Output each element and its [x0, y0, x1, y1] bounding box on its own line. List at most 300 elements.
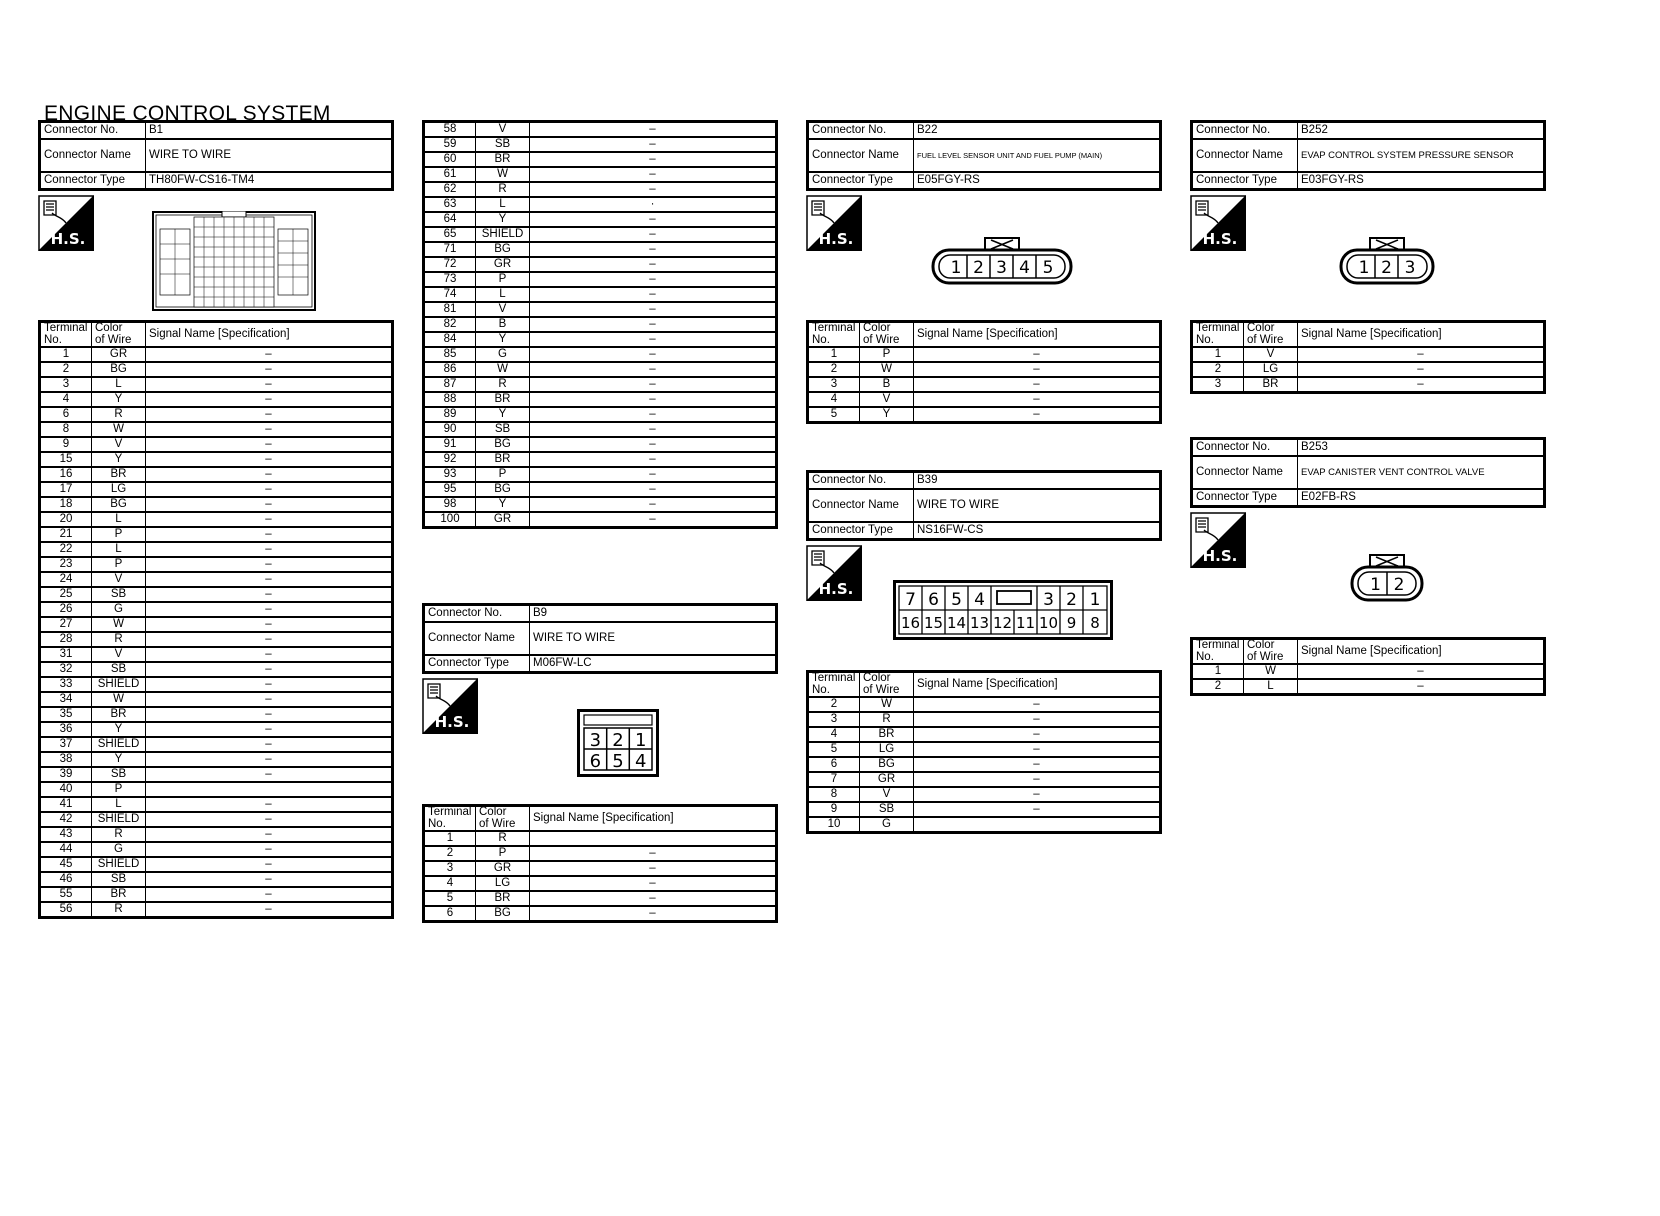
- hs-badge-text: H.S.: [818, 230, 854, 248]
- signal-name-cell: –: [146, 662, 393, 677]
- terminal-no-cell: 24: [40, 572, 92, 587]
- terminal-no-cell: 1: [1192, 347, 1244, 362]
- signal-name-cell: –: [146, 767, 393, 782]
- table-row: [424, 302, 777, 317]
- table-row: [40, 842, 393, 857]
- signal-name-cell: –: [146, 752, 393, 767]
- table-row: [808, 727, 1161, 742]
- pin-label: 5: [951, 590, 962, 610]
- signal-name-cell: –: [914, 742, 1161, 757]
- table-row: [424, 846, 777, 861]
- wire-color-cell: SB: [476, 137, 530, 152]
- terminal-no-cell: 59: [424, 137, 476, 152]
- terminal-no-cell: 45: [40, 857, 92, 872]
- header-color-of-wire: Color of Wire: [1244, 322, 1298, 348]
- signal-name-cell: –: [146, 497, 393, 512]
- terminal-no-cell: 33: [40, 677, 92, 692]
- terminal-no-cell: 34: [40, 692, 92, 707]
- wire-color-cell: W: [1244, 664, 1298, 679]
- pin-label: 14: [946, 614, 967, 632]
- signal-name-cell: –: [146, 407, 393, 422]
- connector-name-value: WIRE TO WIRE: [146, 139, 393, 172]
- terminal-no-cell: 16: [40, 467, 92, 482]
- table-row: [808, 392, 1161, 407]
- table-row: [40, 557, 393, 572]
- signal-name-cell: –: [146, 542, 393, 557]
- table-row: [424, 422, 777, 437]
- connector-info-b252: [1190, 120, 1546, 191]
- table-row: [40, 662, 393, 677]
- signal-name-cell: –: [1298, 664, 1545, 679]
- signal-name-cell: –: [914, 802, 1161, 817]
- table-row: [40, 587, 393, 602]
- table-row: [40, 752, 393, 767]
- wire-color-cell: G: [92, 842, 146, 857]
- signal-name-cell: –: [146, 857, 393, 872]
- terminal-no-cell: 38: [40, 752, 92, 767]
- pin-label: 7: [905, 590, 916, 610]
- wire-color-cell: Y: [476, 407, 530, 422]
- harness-side-icon: [38, 195, 94, 251]
- table-row: [40, 467, 393, 482]
- hs-badge-text: H.S.: [434, 713, 470, 731]
- signal-name-cell: –: [146, 707, 393, 722]
- wire-color-cell: L: [92, 512, 146, 527]
- signal-name-cell: –: [530, 362, 777, 377]
- wire-color-cell: BR: [476, 891, 530, 906]
- pin-label: 16: [900, 614, 921, 632]
- table-row: [808, 362, 1161, 377]
- wire-color-cell: SHIELD: [476, 227, 530, 242]
- table-row: [424, 377, 777, 392]
- connector-info-b39: [806, 470, 1162, 541]
- signal-name-cell: –: [530, 302, 777, 317]
- terminal-no-cell: 61: [424, 167, 476, 182]
- terminal-no-cell: 4: [424, 876, 476, 891]
- pin-label: 3: [1404, 258, 1416, 278]
- wire-color-cell: BG: [476, 482, 530, 497]
- signal-name-cell: –: [146, 467, 393, 482]
- pin-label: 12: [992, 614, 1013, 632]
- signal-name-cell: –: [146, 482, 393, 497]
- wire-color-cell: Y: [860, 407, 914, 423]
- wire-color-cell: W: [92, 617, 146, 632]
- signal-name-cell: –: [146, 647, 393, 662]
- table-row: [808, 407, 1161, 423]
- table-row: [424, 482, 777, 497]
- wire-color-cell: P: [860, 347, 914, 362]
- signal-name-cell: –: [146, 557, 393, 572]
- terminal-no-cell: 46: [40, 872, 92, 887]
- table-row: [424, 167, 777, 182]
- connector-no-value: B22: [914, 122, 1161, 140]
- terminal-no-cell: 88: [424, 392, 476, 407]
- wire-color-cell: V: [1244, 347, 1298, 362]
- wire-color-cell: LG: [92, 482, 146, 497]
- wire-color-cell: GR: [476, 257, 530, 272]
- wire-color-cell: R: [476, 831, 530, 846]
- table-row: [40, 872, 393, 887]
- connector-face-b22: [931, 236, 1073, 291]
- header-terminal-no: Terminal No.: [424, 806, 476, 832]
- wire-color-cell: Y: [476, 212, 530, 227]
- terminal-no-cell: 74: [424, 287, 476, 302]
- terminal-no-cell: 60: [424, 152, 476, 167]
- signal-name-cell: –: [530, 846, 777, 861]
- wire-color-cell: BR: [860, 727, 914, 742]
- signal-name-cell: –: [146, 422, 393, 437]
- wire-color-cell: L: [1244, 679, 1298, 695]
- table-row: [424, 362, 777, 377]
- wire-color-cell: L: [92, 542, 146, 557]
- connector-face-b39: [893, 580, 1113, 645]
- connector-name-value: FUEL LEVEL SENSOR UNIT AND FUEL PUMP (MAIN): [914, 139, 1161, 172]
- connector-no-value: B9: [530, 605, 777, 623]
- wire-color-cell: BR: [92, 707, 146, 722]
- wire-color-cell: BR: [476, 392, 530, 407]
- terminal-no-cell: 41: [40, 797, 92, 812]
- terminal-no-cell: 4: [40, 392, 92, 407]
- label-connector-name: Connector Name: [808, 489, 914, 522]
- table-row: [40, 707, 393, 722]
- table-row: [40, 827, 393, 842]
- pin-label: 4: [634, 751, 647, 772]
- terminal-no-cell: 85: [424, 347, 476, 362]
- wire-color-cell: R: [92, 632, 146, 647]
- wire-color-cell: V: [476, 302, 530, 317]
- signal-name-cell: –: [914, 347, 1161, 362]
- label-connector-name: Connector Name: [1192, 456, 1298, 489]
- terminal-no-cell: 1: [424, 831, 476, 846]
- header-terminal-no: Terminal No.: [1192, 639, 1244, 665]
- terminal-no-cell: 56: [40, 902, 92, 918]
- pin-label: 4: [1019, 258, 1030, 278]
- signal-name-cell: –: [530, 227, 777, 242]
- signal-name-cell: –: [530, 287, 777, 302]
- signal-name-cell: –: [1298, 679, 1545, 695]
- wire-color-cell: BG: [476, 906, 530, 922]
- pin-label: 2: [612, 730, 624, 751]
- terminal-no-cell: 6: [40, 407, 92, 422]
- signal-name-cell: –: [530, 317, 777, 332]
- pin-label: 5: [612, 751, 624, 772]
- wire-color-cell: SB: [92, 587, 146, 602]
- wire-color-cell: BG: [92, 362, 146, 377]
- terminal-no-cell: 2: [1192, 679, 1244, 695]
- terminal-no-cell: 3: [808, 712, 860, 727]
- wire-color-cell: BG: [476, 242, 530, 257]
- pin-label: 1: [950, 258, 962, 278]
- terminal-no-cell: 39: [40, 767, 92, 782]
- table-row: [424, 317, 777, 332]
- terminal-no-cell: 20: [40, 512, 92, 527]
- wire-color-cell: LG: [476, 876, 530, 891]
- signal-name-cell: –: [146, 797, 393, 812]
- table-row: [424, 437, 777, 452]
- terminal-no-cell: 26: [40, 602, 92, 617]
- terminal-no-cell: 28: [40, 632, 92, 647]
- signal-name-cell: –: [914, 407, 1161, 423]
- pin-label: 10: [1038, 614, 1059, 632]
- signal-name-cell: –: [530, 167, 777, 182]
- table-row: [40, 602, 393, 617]
- signal-name-cell: –: [530, 182, 777, 197]
- connector-info-b253: [1190, 437, 1546, 508]
- terminal-no-cell: 36: [40, 722, 92, 737]
- terminal-no-cell: 7: [808, 772, 860, 787]
- table-row: [1192, 664, 1545, 679]
- connector-name-value: WIRE TO WIRE: [530, 622, 777, 655]
- signal-name-cell: –: [914, 712, 1161, 727]
- table-row: [424, 497, 777, 512]
- wire-color-cell: BR: [476, 452, 530, 467]
- terminal-no-cell: 43: [40, 827, 92, 842]
- connector-type-value: E02FB-RS: [1298, 489, 1545, 507]
- wire-color-cell: BR: [92, 887, 146, 902]
- terminal-no-cell: 1: [40, 347, 92, 362]
- pin-label: 5: [1042, 258, 1054, 278]
- connector-type-value: E03FGY-RS: [1298, 172, 1545, 190]
- signal-name-cell: –: [530, 272, 777, 287]
- wire-color-cell: W: [476, 362, 530, 377]
- connector-info-b22: [806, 120, 1162, 191]
- table-row: [40, 857, 393, 872]
- terminal-no-cell: 2: [40, 362, 92, 377]
- terminal-no-cell: 100: [424, 512, 476, 528]
- hs-badge-text: H.S.: [50, 230, 86, 248]
- table-row: [40, 797, 393, 812]
- terminal-no-cell: 4: [808, 727, 860, 742]
- table-row: [40, 392, 393, 407]
- table-row: [40, 737, 393, 752]
- header-color-of-wire: Color of Wire: [1244, 639, 1298, 665]
- terminal-no-cell: 2: [424, 846, 476, 861]
- wire-color-cell: R: [476, 377, 530, 392]
- table-row: [424, 122, 777, 138]
- terminal-no-cell: 64: [424, 212, 476, 227]
- wire-color-cell: SB: [860, 802, 914, 817]
- signal-name-cell: ·: [530, 197, 777, 212]
- table-row: [40, 902, 393, 918]
- signal-name-cell: –: [530, 876, 777, 891]
- wire-color-cell: V: [476, 122, 530, 138]
- terminal-no-cell: 31: [40, 647, 92, 662]
- wire-color-cell: V: [92, 647, 146, 662]
- label-connector-type: Connector Type: [424, 655, 530, 673]
- signal-name-cell: –: [530, 137, 777, 152]
- label-connector-name: Connector Name: [1192, 139, 1298, 172]
- wire-color-cell: LG: [1244, 362, 1298, 377]
- pin-label: 4: [974, 590, 985, 610]
- connector-face-b1: [152, 211, 316, 316]
- wire-color-cell: V: [92, 572, 146, 587]
- hs-badge-text: H.S.: [1202, 547, 1238, 565]
- signal-name-cell: –: [530, 347, 777, 362]
- terminal-no-cell: 73: [424, 272, 476, 287]
- terminal-no-cell: 98: [424, 497, 476, 512]
- terminal-no-cell: 5: [808, 407, 860, 423]
- connector-info-b9: [422, 603, 778, 674]
- signal-name-cell: –: [146, 827, 393, 842]
- terminal-no-cell: 10: [808, 817, 860, 833]
- terminal-no-cell: 23: [40, 557, 92, 572]
- harness-side-icon: [806, 545, 862, 601]
- wire-color-cell: GR: [92, 347, 146, 362]
- header-signal-name: Signal Name [Specification]: [1298, 322, 1545, 348]
- pin-label: 2: [1381, 258, 1392, 278]
- pin-label: 1: [1089, 590, 1101, 610]
- signal-name-cell: –: [530, 437, 777, 452]
- signal-name-cell: –: [146, 437, 393, 452]
- signal-name-cell: –: [146, 392, 393, 407]
- terminal-no-cell: 18: [40, 497, 92, 512]
- signal-name-cell: –: [146, 872, 393, 887]
- label-connector-type: Connector Type: [808, 172, 914, 190]
- table-row: [424, 876, 777, 891]
- signal-name-cell: –: [146, 737, 393, 752]
- terminal-no-cell: 93: [424, 467, 476, 482]
- terminal-no-cell: 71: [424, 242, 476, 257]
- pin-label: 1: [634, 730, 647, 751]
- terminal-no-cell: 5: [424, 891, 476, 906]
- harness-side-icon: [806, 195, 862, 251]
- signal-name-cell: –: [146, 902, 393, 918]
- wire-color-cell: R: [92, 902, 146, 918]
- terminal-no-cell: 9: [40, 437, 92, 452]
- table-row: [40, 377, 393, 392]
- pin-label: 8: [1090, 614, 1100, 632]
- terminal-no-cell: 9: [808, 802, 860, 817]
- terminal-no-cell: 5: [808, 742, 860, 757]
- terminal-no-cell: 4: [808, 392, 860, 407]
- wire-color-cell: V: [92, 437, 146, 452]
- wire-color-cell: SB: [92, 662, 146, 677]
- connector-type-value: E05FGY-RS: [914, 172, 1161, 190]
- wire-color-cell: L: [476, 197, 530, 212]
- wire-color-cell: SB: [92, 767, 146, 782]
- label-connector-name: Connector Name: [424, 622, 530, 655]
- wire-color-cell: P: [92, 782, 146, 797]
- terminal-no-cell: 44: [40, 842, 92, 857]
- label-connector-type: Connector Type: [1192, 489, 1298, 507]
- table-row: [424, 861, 777, 876]
- table-row: [1192, 362, 1545, 377]
- connector-face-b9: [577, 709, 659, 782]
- terminal-table-b22: [806, 320, 1162, 424]
- table-row: [40, 482, 393, 497]
- terminal-no-cell: 37: [40, 737, 92, 752]
- table-row: [424, 227, 777, 242]
- harness-side-icon: [422, 678, 478, 734]
- signal-name-cell: –: [146, 842, 393, 857]
- terminal-no-cell: 17: [40, 482, 92, 497]
- terminal-no-cell: 32: [40, 662, 92, 677]
- signal-name-cell: –: [914, 392, 1161, 407]
- table-row: [40, 617, 393, 632]
- signal-name-cell: –: [914, 727, 1161, 742]
- connector-type-value: TH80FW-CS16-TM4: [146, 172, 393, 190]
- table-row: [808, 772, 1161, 787]
- signal-name-cell: –: [530, 407, 777, 422]
- wire-color-cell: G: [476, 347, 530, 362]
- terminal-no-cell: 15: [40, 452, 92, 467]
- wire-color-cell: SHIELD: [92, 812, 146, 827]
- signal-name-cell: [146, 782, 393, 797]
- table-row: [424, 407, 777, 422]
- terminal-no-cell: 2: [808, 697, 860, 712]
- pin-label: 3: [589, 730, 602, 751]
- wire-color-cell: Y: [92, 722, 146, 737]
- table-row: [424, 452, 777, 467]
- table-row: [40, 632, 393, 647]
- connector-face-b252: [1339, 236, 1435, 291]
- header-signal-name: Signal Name [Specification]: [530, 806, 777, 832]
- terminal-no-cell: 92: [424, 452, 476, 467]
- signal-name-cell: –: [530, 122, 777, 138]
- connector-no-value: B253: [1298, 439, 1545, 457]
- wire-color-cell: Y: [476, 332, 530, 347]
- table-row: [424, 152, 777, 167]
- header-color-of-wire: Color of Wire: [476, 806, 530, 832]
- pin-label: 3: [996, 258, 1007, 278]
- wire-color-cell: L: [476, 287, 530, 302]
- table-row: [808, 347, 1161, 362]
- terminal-table-b1: [38, 320, 394, 919]
- terminal-table-b252: [1190, 320, 1546, 394]
- pin-label: 6: [928, 590, 939, 610]
- signal-name-cell: –: [530, 332, 777, 347]
- header-signal-name: Signal Name [Specification]: [1298, 639, 1545, 665]
- wire-color-cell: P: [92, 527, 146, 542]
- signal-name-cell: –: [530, 452, 777, 467]
- table-row: [40, 527, 393, 542]
- wire-color-cell: LG: [860, 742, 914, 757]
- header-color-of-wire: Color of Wire: [860, 322, 914, 348]
- wire-color-cell: BG: [92, 497, 146, 512]
- signal-name-cell: –: [530, 861, 777, 876]
- table-row: [808, 757, 1161, 772]
- table-row: [1192, 679, 1545, 695]
- wire-color-cell: V: [860, 787, 914, 802]
- pin-label: 2: [1066, 590, 1077, 610]
- table-row: [808, 697, 1161, 712]
- table-row: [40, 767, 393, 782]
- label-connector-no: Connector No.: [808, 472, 914, 490]
- table-row: [40, 812, 393, 827]
- table-row: [808, 712, 1161, 727]
- table-row: [40, 437, 393, 452]
- wire-color-cell: W: [860, 697, 914, 712]
- hs-badge-text: H.S.: [1202, 230, 1238, 248]
- connector-face-b253: [1350, 553, 1424, 608]
- terminal-no-cell: 8: [808, 787, 860, 802]
- wire-color-cell: G: [860, 817, 914, 833]
- table-row: [40, 512, 393, 527]
- terminal-no-cell: 35: [40, 707, 92, 722]
- signal-name-cell: –: [914, 697, 1161, 712]
- table-row: [40, 782, 393, 797]
- signal-name-cell: –: [530, 497, 777, 512]
- terminal-no-cell: 72: [424, 257, 476, 272]
- wire-color-cell: BR: [476, 152, 530, 167]
- pin-label: 2: [973, 258, 984, 278]
- terminal-no-cell: 2: [808, 362, 860, 377]
- header-color-of-wire: Color of Wire: [92, 322, 146, 348]
- connector-name-value: EVAP CONTROL SYSTEM PRESSURE SENSOR: [1298, 139, 1545, 172]
- header-terminal-no: Terminal No.: [40, 322, 92, 348]
- terminal-no-cell: 87: [424, 377, 476, 392]
- terminal-no-cell: 21: [40, 527, 92, 542]
